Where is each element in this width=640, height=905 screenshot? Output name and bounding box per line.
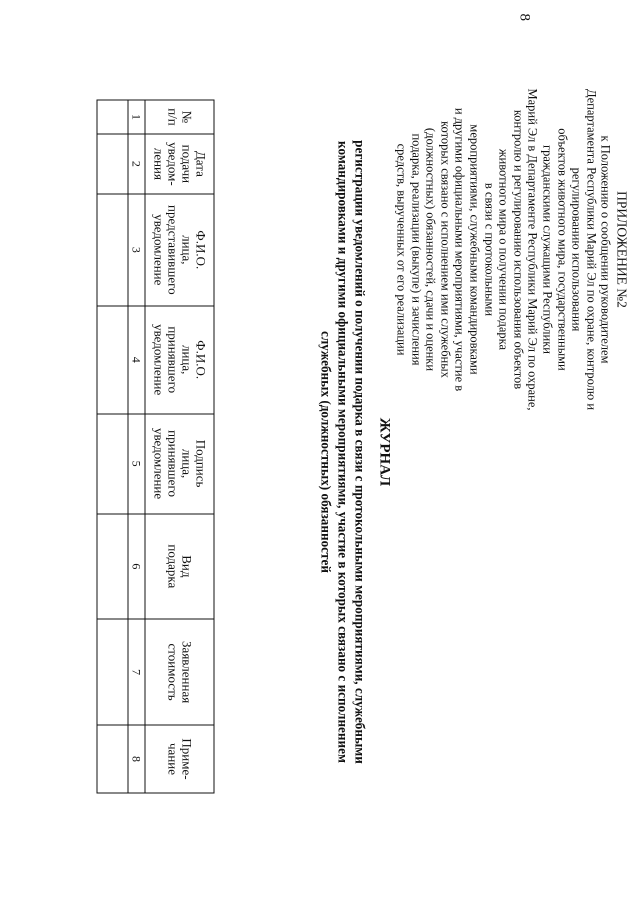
column-header-date [145, 134, 214, 194]
empty-cell [97, 134, 128, 194]
appendix-line: (должностных) обязанностей, сдачи и оценки [423, 127, 438, 372]
column-number-row [128, 100, 145, 793]
appendix-line: средств, вырученных от его реализации [394, 143, 409, 356]
rotated-page [1, 0, 640, 905]
column-header-number [145, 100, 214, 134]
header-line: Подпись [193, 439, 209, 488]
journal-subtitle-line: командировками и другими официальными мероприятиями, участие в которых связано с исполнением [335, 141, 351, 763]
appendix-title: ПРИЛОЖЕНИЕ №2 [614, 191, 630, 308]
header-line: уведомление [151, 427, 167, 500]
appendix-line: и другими официальными мероприятиями, участие в [452, 107, 467, 392]
column-header-declared-value [145, 619, 214, 725]
column-number: 3 [128, 194, 145, 306]
column-header-receiver [145, 306, 214, 414]
header-line: подарка [165, 544, 181, 589]
appendix-line: объектов животного мира, государственными [555, 128, 570, 371]
appendix-line: животного мира о получении подарка [496, 148, 511, 351]
appendix-line: Марий Эл в Департаменте Республики Марий Эл по охране, [525, 88, 540, 411]
appendix-line: Департамента Республики Марий Эл по охране, контролю и [584, 88, 599, 411]
appendix-line: к Положению о сообщении руководителем [598, 135, 613, 364]
registration-table [97, 100, 215, 794]
appendix-line: которых связано с исполнением ими служебных [438, 121, 453, 378]
header-line: Вид [179, 555, 195, 578]
appendix-line: в связи с протокольными [482, 182, 497, 317]
header-line: представившего [165, 205, 181, 295]
header-line: Дата [193, 150, 209, 177]
header-line: ления [151, 147, 167, 180]
empty-cell [97, 100, 128, 134]
table-row-empty [97, 100, 128, 793]
empty-cell [97, 619, 128, 725]
column-number: 7 [128, 619, 145, 725]
journal-subtitle-line: служебных (должностных) обязанностей [318, 331, 334, 573]
column-number: 4 [128, 306, 145, 414]
journal-title: ЖУРНАЛ [376, 417, 393, 487]
column-header-note [145, 725, 214, 793]
header-line: Ф.И.О. [193, 230, 209, 270]
header-line: лица, [179, 448, 195, 479]
table-header-row [145, 100, 214, 793]
column-header-gift-type [145, 514, 214, 620]
column-header-submitter [145, 194, 214, 306]
appendix-line: подарка, реализации (выкупе) и зачисления [409, 133, 424, 366]
header-line: стоимость [165, 643, 181, 701]
empty-cell [97, 306, 128, 414]
header-line: чание [165, 743, 181, 776]
empty-cell [97, 414, 128, 514]
empty-cell [97, 514, 128, 620]
column-number: 5 [128, 414, 145, 514]
page-number: 8 [516, 13, 533, 21]
empty-cell [97, 725, 128, 793]
column-number: 2 [128, 134, 145, 194]
header-line: лица, [179, 344, 195, 375]
appendix-line: мероприятиями, служебными командировками [467, 124, 482, 375]
header-line: Заявленная [179, 641, 195, 704]
column-number: 1 [128, 100, 145, 134]
appendix-line: гражданскими служащими Республики [540, 145, 555, 354]
column-number: 8 [128, 725, 145, 793]
journal-subtitle-line: регистрации уведомлений о получении подарка в связи с протокольными мероприятиями, служебными [352, 140, 368, 764]
appendix-line: контролю и регулированию использования объектов [511, 109, 526, 390]
header-line: Ф.И.О. [193, 340, 209, 380]
header-line: № [179, 110, 195, 124]
header-line: Приме- [179, 738, 195, 780]
journal-subtitle [318, 90, 369, 815]
appendix-line: регулированию использования [569, 167, 584, 332]
empty-cell [97, 194, 128, 306]
header-line: принявшего [165, 326, 181, 394]
header-line: принявшего [165, 430, 181, 497]
header-line: уведомление [151, 324, 167, 396]
header-line: уведом- [165, 142, 181, 186]
appendix-block [394, 60, 629, 440]
header-line: уведомление [151, 214, 167, 286]
column-number: 6 [128, 514, 145, 620]
header-line: лица, [179, 235, 195, 265]
header-line: подачи [179, 144, 195, 184]
header-line: п/п [165, 108, 181, 126]
column-header-signature [145, 414, 214, 514]
